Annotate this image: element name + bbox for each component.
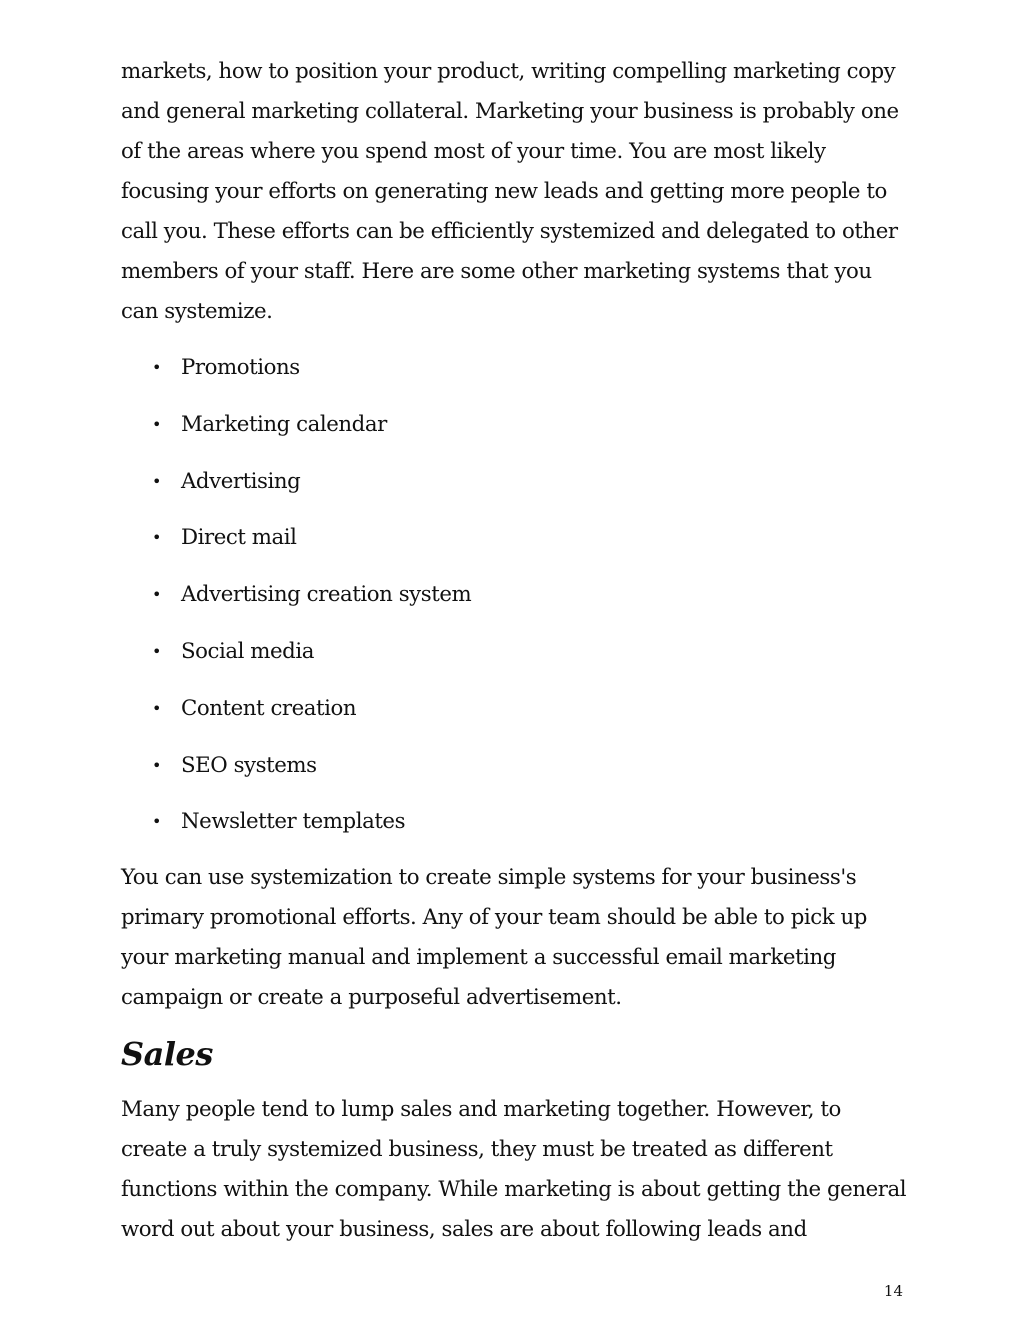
- bullet-icon: •: [152, 641, 161, 661]
- list-item-text: SEO systems: [181, 752, 317, 778]
- bullet-icon: •: [152, 471, 161, 491]
- sales-heading: Sales: [121, 1035, 213, 1074]
- sales-paragraph: Many people tend to lump sales and marketing together. However, to create a truly systemized business, they must be treated as different functions within the company. While marketing is about getting the general word out about your business, sales are about following leads and: [121, 1097, 907, 1243]
- list-item: [121, 632, 911, 672]
- intro-paragraph: markets, how to position your product, writing compelling marketing copy and general marketing collateral. Marketing your business is probably one of the areas where you spend most of your time. You are most likely focusing your efforts on generating new leads and getting more people to call you. These efforts can be efficiently systemized and delegated to other members of your staff. Here are some other marketing systems that you can systemize.: [121, 59, 899, 324]
- list-item: [121, 689, 911, 729]
- list-item: [121, 518, 911, 558]
- bullet-icon: •: [152, 585, 161, 605]
- list-item: [121, 802, 911, 842]
- bullet-icon: •: [152, 414, 161, 434]
- list-item: [121, 348, 911, 388]
- list-item-text: Content creation: [181, 695, 357, 721]
- bullet-icon: •: [152, 755, 161, 775]
- list-item-text: Promotions: [181, 355, 300, 380]
- list-item: [121, 462, 911, 502]
- bullet-icon: •: [152, 528, 161, 548]
- bullet-icon: •: [152, 698, 161, 718]
- list-item: [121, 746, 911, 786]
- list-item-text: Social media: [181, 638, 314, 664]
- list-item: [121, 575, 911, 615]
- list-item-text: Marketing calendar: [181, 411, 387, 437]
- page-number: 14: [883, 1282, 903, 1300]
- bullet-icon: •: [152, 358, 161, 377]
- document-page: [121, 52, 911, 1250]
- list-item: [121, 405, 911, 445]
- list-item-text: Newsletter templates: [181, 809, 406, 835]
- systemization-paragraph: You can use systemization to create simple systems for your business's primary promotional efforts. Any of your team should be able to pick up your marketing manual and implement a successful email marketing campaign or create a purposeful advertisement.: [121, 865, 867, 1011]
- list-item-text: Advertising creation system: [181, 582, 472, 608]
- list-item-text: Direct mail: [181, 525, 297, 551]
- marketing-systems-list: [121, 348, 911, 842]
- list-item-text: Advertising: [181, 468, 301, 494]
- bullet-icon: •: [152, 812, 161, 832]
